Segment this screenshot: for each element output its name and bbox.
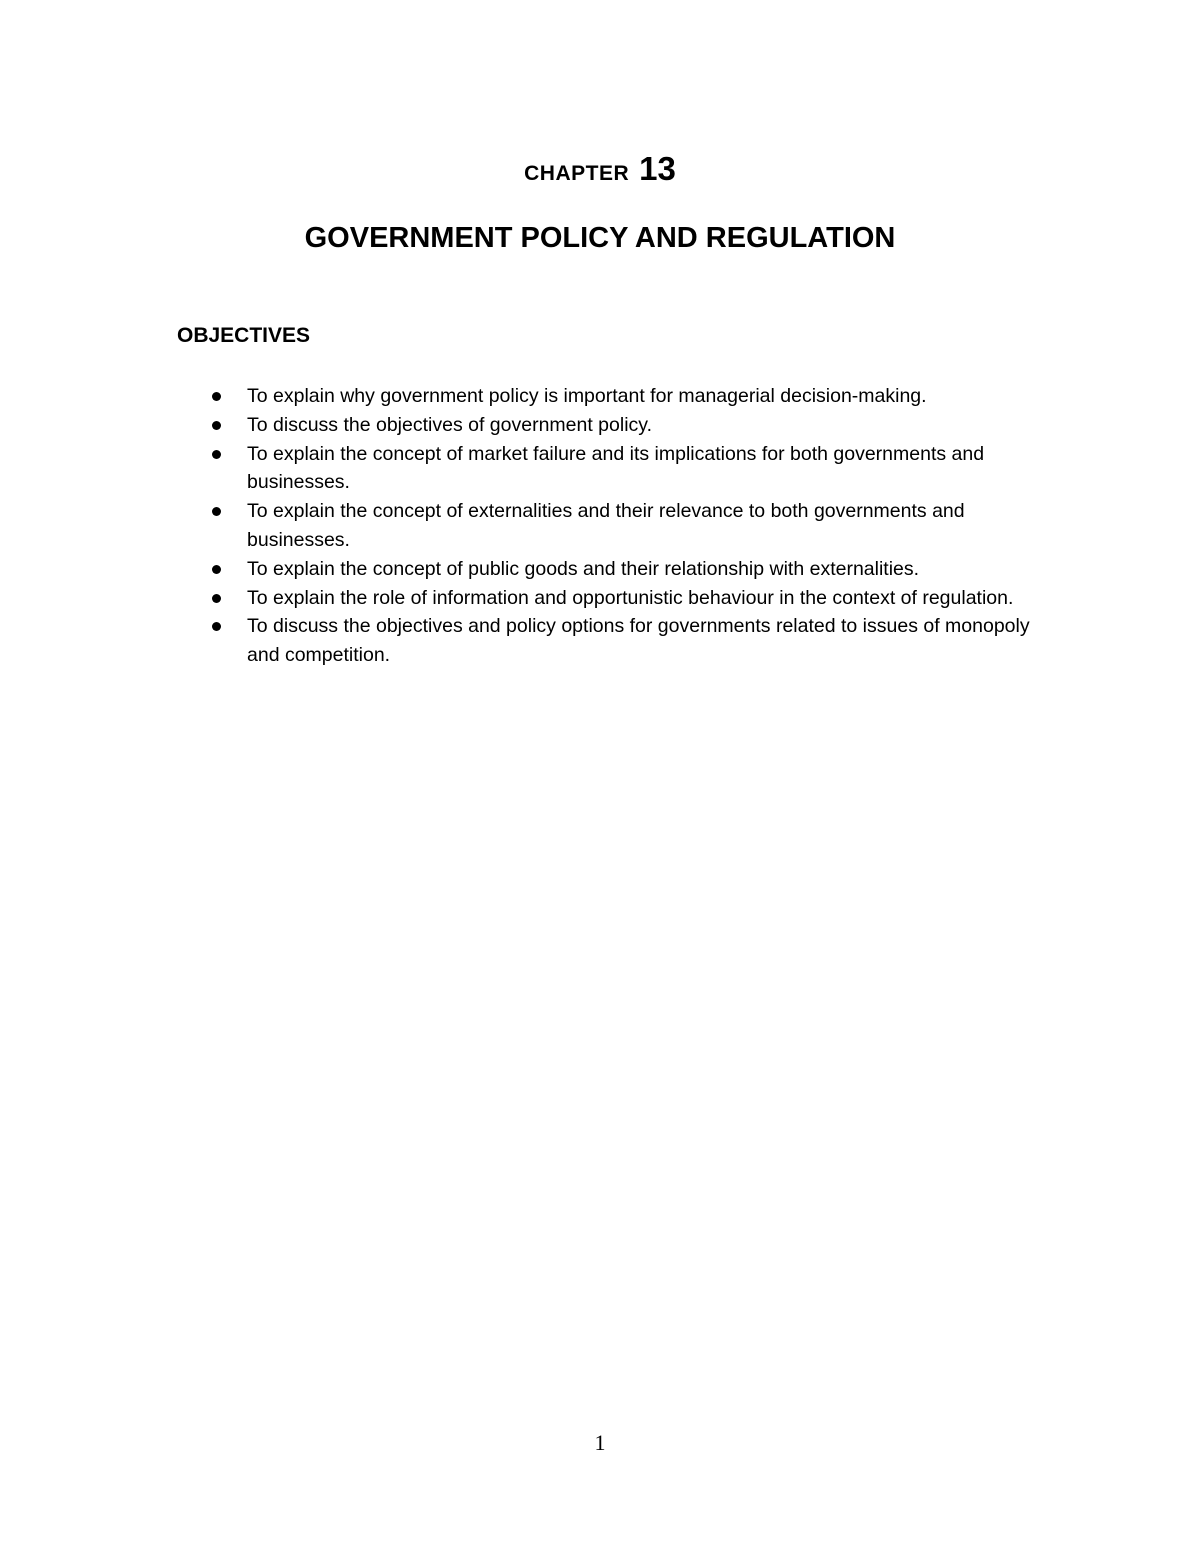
page-title: GOVERNMENT POLICY AND REGULATION	[304, 222, 896, 254]
objective-item	[212, 584, 1042, 613]
objective-item	[212, 612, 1042, 670]
bullet-icon	[212, 594, 221, 603]
objectives-heading: OBJECTIVES	[177, 324, 311, 347]
chapter-heading	[0, 150, 1200, 188]
objective-item	[212, 440, 1042, 498]
bullet-icon	[212, 421, 221, 430]
objective-text: To explain the role of information and opportunistic behaviour in the context of regulation.	[247, 586, 1014, 609]
bullet-icon	[212, 565, 221, 574]
chapter-number: 13	[639, 150, 676, 187]
objective-text: To explain the concept of public goods and their relationship with externalities.	[247, 557, 920, 580]
objectives-list	[212, 382, 1042, 670]
chapter-label: CHAPTER	[524, 162, 630, 185]
objective-item	[212, 555, 1042, 584]
bullet-icon	[212, 392, 221, 401]
bullet-icon	[212, 622, 221, 631]
objective-text: To discuss the objectives and policy options for governments related to issues of monopoly and competition.	[247, 615, 1030, 667]
objective-text: To explain the concept of market failure and its implications for both governments and businesses.	[247, 442, 985, 494]
objective-item	[212, 411, 1042, 440]
objective-text: To explain why government policy is important for managerial decision-making.	[247, 385, 927, 407]
page-number: 1	[594, 1430, 606, 1455]
objective-item	[212, 497, 1042, 555]
bullet-icon	[212, 450, 221, 459]
objective-item	[212, 382, 1042, 411]
objective-text: To discuss the objectives of government policy.	[247, 413, 653, 436]
objective-text: To explain the concept of externalities and their relevance to both governments and businesses.	[247, 500, 965, 551]
bullet-icon	[212, 507, 221, 516]
